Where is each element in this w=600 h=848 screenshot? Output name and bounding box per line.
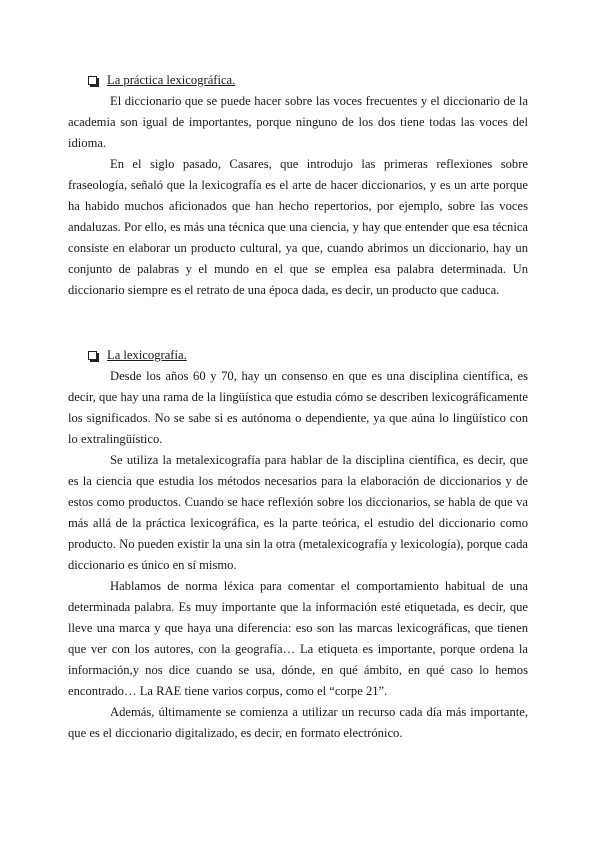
section-title: La lexicografía.: [107, 348, 187, 362]
section-spacer: [68, 301, 528, 345]
paragraph: Desde los años 60 y 70, hay un consenso en que es una disciplina científica, es decir, que hay una rama de la lingüística que estudia cómo se describen lexicográficamente los significados. No se sabe si es autónoma o dependiente, ya que aúna lo lingüístico con lo extralingüístico.: [68, 369, 528, 446]
checkbox-bullet-icon: [88, 351, 97, 360]
paragraph: Hablamos de norma léxica para comentar el comportamiento habitual de una determinada palabra. Es muy importante que la información esté etiquetada, es decir, que lleve una marca y que haya una diferencia: eso son las marcas lexicográficas, que tienen que ver con los autores, con la geografía… La etiqueta es importante, porque ordena la información,y nos dice cuando se usa, dónde, en qué ámbito, en qué caso lo hemos encontrado… La RAE tiene varios corpus, como el “corpe 21”.: [68, 579, 528, 698]
paragraph: En el siglo pasado, Casares, que introdujo las primeras reflexiones sobre fraseología, señaló que la lexicografía es el arte de hacer diccionarios, y es un arte porque ha habido muchos aficionados que han hecho repertorios, por ejemplo, sobre las voces andaluzas. Por ello, es más una técnica que una ciencia, y hay que entender que esa técnica consiste en elaborar un producto cultural, ya que, cuando abrimos un diccionario, hay un conjunto de palabras y el mundo en el que se emplea esa palabra determinada. Un diccionario siempre es el retrato de una época dada, es decir, un producto que caduca.: [68, 157, 528, 297]
section-heading-practica: [88, 70, 528, 91]
document-body: [68, 70, 528, 744]
checkbox-bullet-icon: [88, 76, 97, 85]
paragraph: Se utiliza la metalexicografía para hablar de la disciplina científica, es decir, que es la ciencia que estudia los métodos necesarios para la elaboración de diccionarios y de estos como productos. Cuando se hace reflexión sobre los diccionarios, se habla de que va más allá de la práctica lexicográfica, es la parte teórica, el estudio del diccionario como producto. No pueden existir la una sin la otra (metalexicografía y lexicología), porque cada diccionario es único en sí mismo.: [68, 453, 528, 572]
section-title: La práctica lexicográfica.: [107, 73, 236, 87]
paragraph: Además, últimamente se comienza a utilizar un recurso cada día más importante, que es el diccionario digitalizado, es decir, en formato electrónico.: [68, 705, 528, 740]
paragraph: El diccionario que se puede hacer sobre las voces frecuentes y el diccionario de la academia son igual de importantes, porque ninguno de los dos tiene todas las voces del idioma.: [68, 94, 528, 150]
section-heading-lexicografia: [88, 345, 528, 366]
